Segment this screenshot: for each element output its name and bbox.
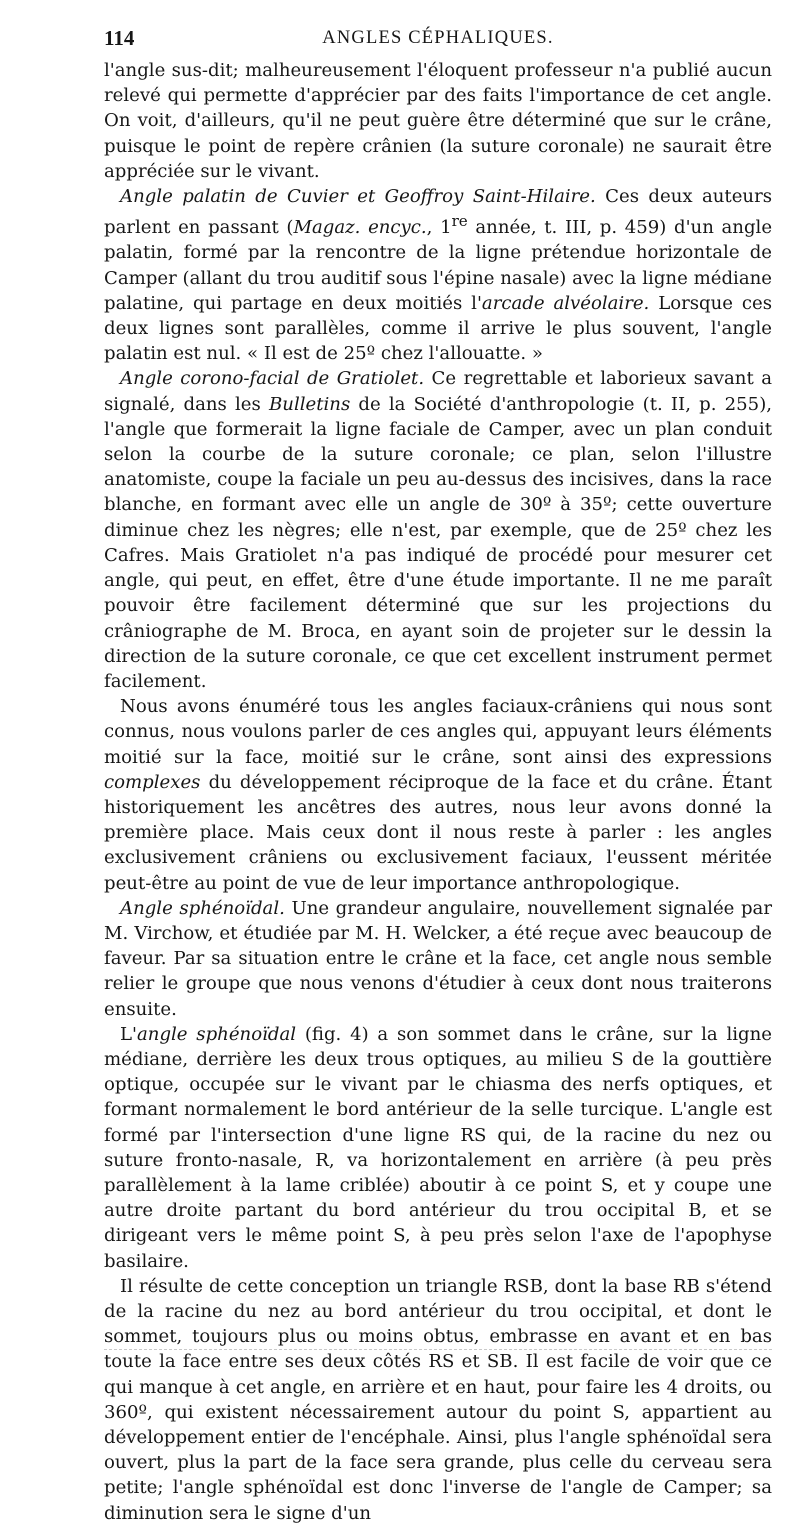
page-header	[104, 26, 772, 58]
paragraph	[104, 1274, 772, 1526]
text-run: année, t. III, p. 459) d'un angle palatin, formé par la rencontre de la ligne prétendue horizontale de Camper (allant du trou auditif sous l'épine nasale) avec la ligne médiane palatine, qui partage en deux moitiés l'	[104, 217, 773, 314]
italic-text: Magaz. encyc.	[293, 217, 427, 239]
body-text	[104, 58, 772, 1526]
paragraph	[104, 694, 772, 896]
text-run: Une grandeur angulaire, nouvellement signalée par M. Virchow, et étudiée par M. H. Welcker, a été reçue avec beaucoup de faveur. Par sa situation entre le crâne et la face, cet angle nous semble relier le groupe que nous venons d'étudier à ceux dont nous traiterons ensuite.	[104, 897, 772, 1020]
italic-text: Angle corono-facial de Gratiolet.	[120, 368, 425, 390]
text-run: Ce regrettable et laborieux savant a signalé, dans les	[104, 368, 772, 415]
text-run: Lorsque ces deux lignes sont parallèles, comme il arrive le plus souvent, l'angle palatin est nul. « Il est de 25º chez l'allouatte. »	[104, 292, 772, 365]
text-run: Ces deux auteurs parlent en passant (	[104, 186, 773, 239]
text-run: L'	[120, 1023, 137, 1045]
paragraph	[104, 366, 772, 694]
text-run: Nous avons énuméré tous les angles faciaux-crâniens qui nous sont connus, nous voulons parler de ces angles qui, appuyant leurs éléments moitié sur la face, moitié sur le crâne, sont ainsi des expressions	[104, 696, 772, 768]
italic-text: Bulletins	[269, 393, 351, 415]
text-run: , 1	[426, 217, 452, 239]
italic-text: complexes	[104, 771, 201, 793]
text-run: Il résulte de cette conception un triangle RSB, dont la base RB s'étend de la racine du nez au bord antérieur du trou occipital, et dont le sommet, toujours plus ou moins obtus, embrasse en avant et en bas toute la face entre ses deux côtés RS et SB. Il est facile de voir que ce qui manque à cet angle, en arrière et en haut, pour faire les 4 droits, ou 360º, qui existent nécessairement autour du point S, appartient au développement entier de l'encéphale. Ainsi, plus l'angle sphénoïdal sera ouvert, plus la part de la face sera grande, plus celle du cerveau sera petite; l'angle sphénoïdal est donc l'inverse de l'angle de Camper; sa diminution sera le signe d'un	[104, 1275, 772, 1524]
italic-text: Angle palatin de Cuvier et Geoffroy Saint-Hilaire.	[120, 186, 596, 208]
text-run: (fig. 4) a son sommet dans le crâne, sur la ligne médiane, derrière les deux trous optiques, au milieu S de la gouttière optique, occupée sur le vivant par le chiasma des nerfs optiques, et formant normalement le bord antérieur de la selle turcique. L'angle est formé par l'intersection d'une ligne RS qui, de la racine du nez ou suture fronto-nasale, R, va horizontalement en arrière (à peu près parallèlement à la lame criblée) aboutir à ce point S, et y coupe une autre droite partant du bord antérieur du trou occipital B, et se dirigeant vers le même point S, à peu près selon l'axe de l'apophyse basilaire.	[104, 1023, 772, 1272]
italic-text: angle sphénoïdal	[137, 1023, 297, 1045]
italic-text: arcade alvéolaire.	[481, 292, 650, 314]
text-run: du développement réciproque de la face et du crâne. Étant historiquement les ancêtres des autres, nous leur avons donné la première place. Mais ceux dont il nous reste à parler : les angles exclusivement crâniens ou exclusivement faciaux, l'eussent méritée peut-être au point de vue de leur importance anthropologique.	[104, 771, 772, 894]
text-run: de la Société d'anthropologie (t. II, p. 255), l'angle que formerait la ligne faciale de Camper, avec un plan conduit selon la courbe de la suture coronale; ce plan, selon l'illustre anatomiste, coupe la faciale un peu au-dessus des incisives, dans la race blanche, en formant avec elle un angle de 30º à 35º; cette ouverture diminue chez les nègres; elle n'est, par exemple, que de 25º chez les Cafres. Mais Gratiolet n'a pas indiqué de procédé pour mesurer cet angle, qui peut, en effet, être d'une étude importante. Il ne me paraît pouvoir être facilement déterminé que sur les projections du crâniographe de M. Broca, en ayant soin de projeter sur le dessin la direction de la suture coronale, ce que cet excellent instrument permet facilement.	[104, 393, 772, 692]
paragraph	[104, 896, 772, 1022]
page-number: 114	[104, 26, 135, 50]
paragraph	[104, 184, 772, 366]
running-title: ANGLES CÉPHALIQUES.	[322, 28, 554, 48]
superscript: re	[451, 212, 468, 231]
paragraph	[104, 1022, 772, 1274]
paragraph	[104, 58, 772, 184]
text-run: l'angle sus-dit; malheureusement l'éloquent professeur n'a publié aucun relevé qui permette d'apprécier par des faits l'importance de cet angle. On voit, d'ailleurs, qu'il ne peut guère être déterminé que sur le crâne, puisque le point de repère crânien (la suture coronale) ne saurait être appréciée sur le vivant.	[104, 60, 772, 182]
footer-rule	[104, 1349, 772, 1350]
italic-text: Angle sphénoïdal.	[120, 897, 285, 919]
